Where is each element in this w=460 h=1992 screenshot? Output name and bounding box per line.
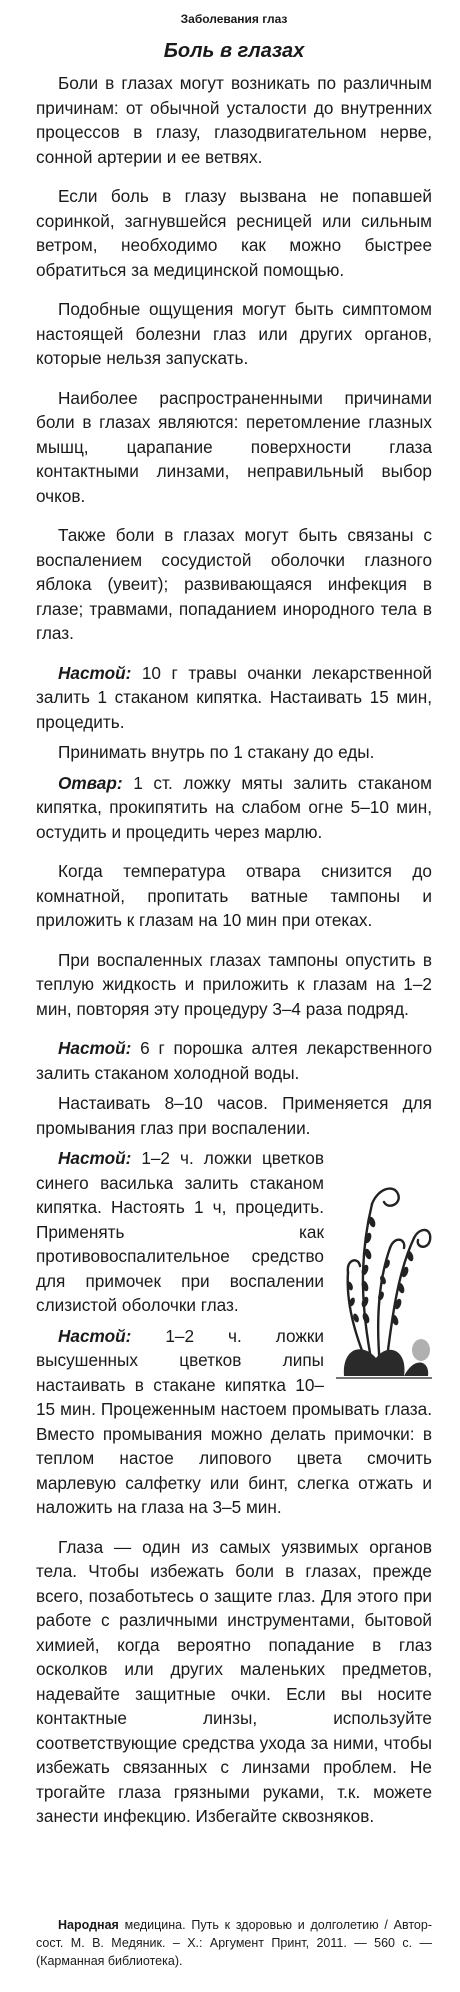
recipe-warm-compress — [36, 948, 432, 1022]
recipe-text: Когда температура отвара снизится до комнатной, пропитать ватные тампоны и приложить к глазам на 10 мин при отеках. — [36, 861, 432, 930]
paragraph-common-causes: Наиболее распространенными причинами боли в глазах являются: перетомление глазных мышц, царапание поверхности глаза контактными линзами, неправильный выбор очков. — [36, 387, 432, 506]
recipe-text: При воспаленных глазах тампоны опустить в теплую жидкость и приложить к глазам на 1–2 мин, повторяя эту процедуру 3–4 раза подряд. — [36, 949, 432, 1019]
paragraph-see-doctor: Если боль в глазу вызвана не попавшей соринкой, загнувшейся ресницей или сильным ветром, необходимо как можно быстрее обратиться за медицинской помощью. — [36, 186, 432, 280]
recipe-eyebright-dosage — [36, 740, 432, 765]
recipe-lead: Настой: — [58, 1325, 132, 1346]
recipe-text: 1 ст. ложку мяты залить стаканом кипятка, прокипятить на слабом огне 5–10 мин, остудить и процедить через марлю. — [36, 772, 432, 842]
recipe-text: 10 г травы очанки лекарственной залить 1 стаканом кипятка. Настаивать 15 мин, процедить. — [36, 662, 432, 732]
source-lead: Народная — [58, 1918, 119, 1932]
recipe-cornflower-infusion — [36, 1146, 432, 1318]
paragraph-causes: Боли в глазах могут возникать по различным причинам: от обычной усталости до внутренних процессов в глазу, глазодвигательном нерве, сонной артерии и ее ветвях. — [36, 73, 432, 167]
recipe-lead: Настой: — [58, 1148, 132, 1168]
source-text: медицина. Путь к здоровью и долголетию / Автор-сост. М. В. Медяник. – Х.: Аргумент Принт, 2011. — 560 с. — (Карманная библиотека). — [36, 1918, 432, 1968]
recipe-marshmallow-infusion — [36, 1036, 432, 1085]
paragraph-symptom: Подобные ощущения могут быть симптомом настоящей болезни глаз или других органов, которые нельзя запускать. — [36, 299, 432, 368]
recipe-text: 1–2 ч. ложки цветков синего василька залить стаканом кипятка. Настоять 1 ч, процедить. Применять как противовоспалительное средство для примочек при воспалении слизистой оболочки глаз. — [36, 1148, 324, 1315]
running-head: Заболевания глаз — [180, 12, 288, 26]
paragraph-prevention: Глаза — один из самых уязвимых органов тела. Чтобы избежать боли в глазах, прежде всего, позаботьтесь о защите глаз. Для этого при работе с различными инструментами, бытовой химией, когда вероятно попадание в глаз осколков или других маленьких предметов, надевайте защитные очки. Если вы носите контактные линзы, используйте соответствующие средства ухода за ними, чтобы избежать связанных с линзами проблем. Не трогайте глаза грязными руками, т.к. можете занести инфекцию. Избегайте сквозняков. — [36, 1536, 432, 1826]
recipe-text: 6 г порошка алтея лекарственного залить стаканом холодной воды. — [36, 1038, 432, 1083]
recipe-text: 1–2 ч. ложки высушенных цветков липы настаивать в стакане кипятка 10–15 мин. Процеженным настоем промывать глаза. Вместо промывания можно делать примочки: в теплом настое липового цвета смочить марлевую салфетку или бинт, слегка отжать и наложить на глаза на 3–5 мин. — [36, 1325, 432, 1517]
recipe-mint-decoction — [36, 771, 432, 845]
recipe-lead: Настой: — [58, 1038, 132, 1058]
recipe-text: Принимать внутрь по 1 стакану до еды. — [58, 742, 375, 762]
recipe-eyebright-infusion — [36, 661, 432, 735]
recipe-lead: Настой: — [58, 662, 132, 683]
cornflower-sprigs-illustration — [332, 1152, 436, 1392]
source-citation — [36, 1916, 432, 1970]
paragraph-uveitis: Также боли в глазах могут быть связаны с воспалением сосудистой оболочки глазного яблока (увеит); развивающаяся инфекция в глазе; травмами, попаданием инородного тела в глаз. — [36, 525, 432, 643]
article-body — [36, 71, 432, 1829]
recipe-lead: Отвар: — [58, 772, 123, 793]
recipe-mint-compress — [36, 859, 432, 933]
article-title: Боль в глазах — [163, 40, 305, 62]
recipe-marshmallow-usage — [36, 1091, 432, 1140]
recipe-text: Настаивать 8–10 часов. Применяется для промывания глаз при воспалении. — [36, 1093, 432, 1138]
